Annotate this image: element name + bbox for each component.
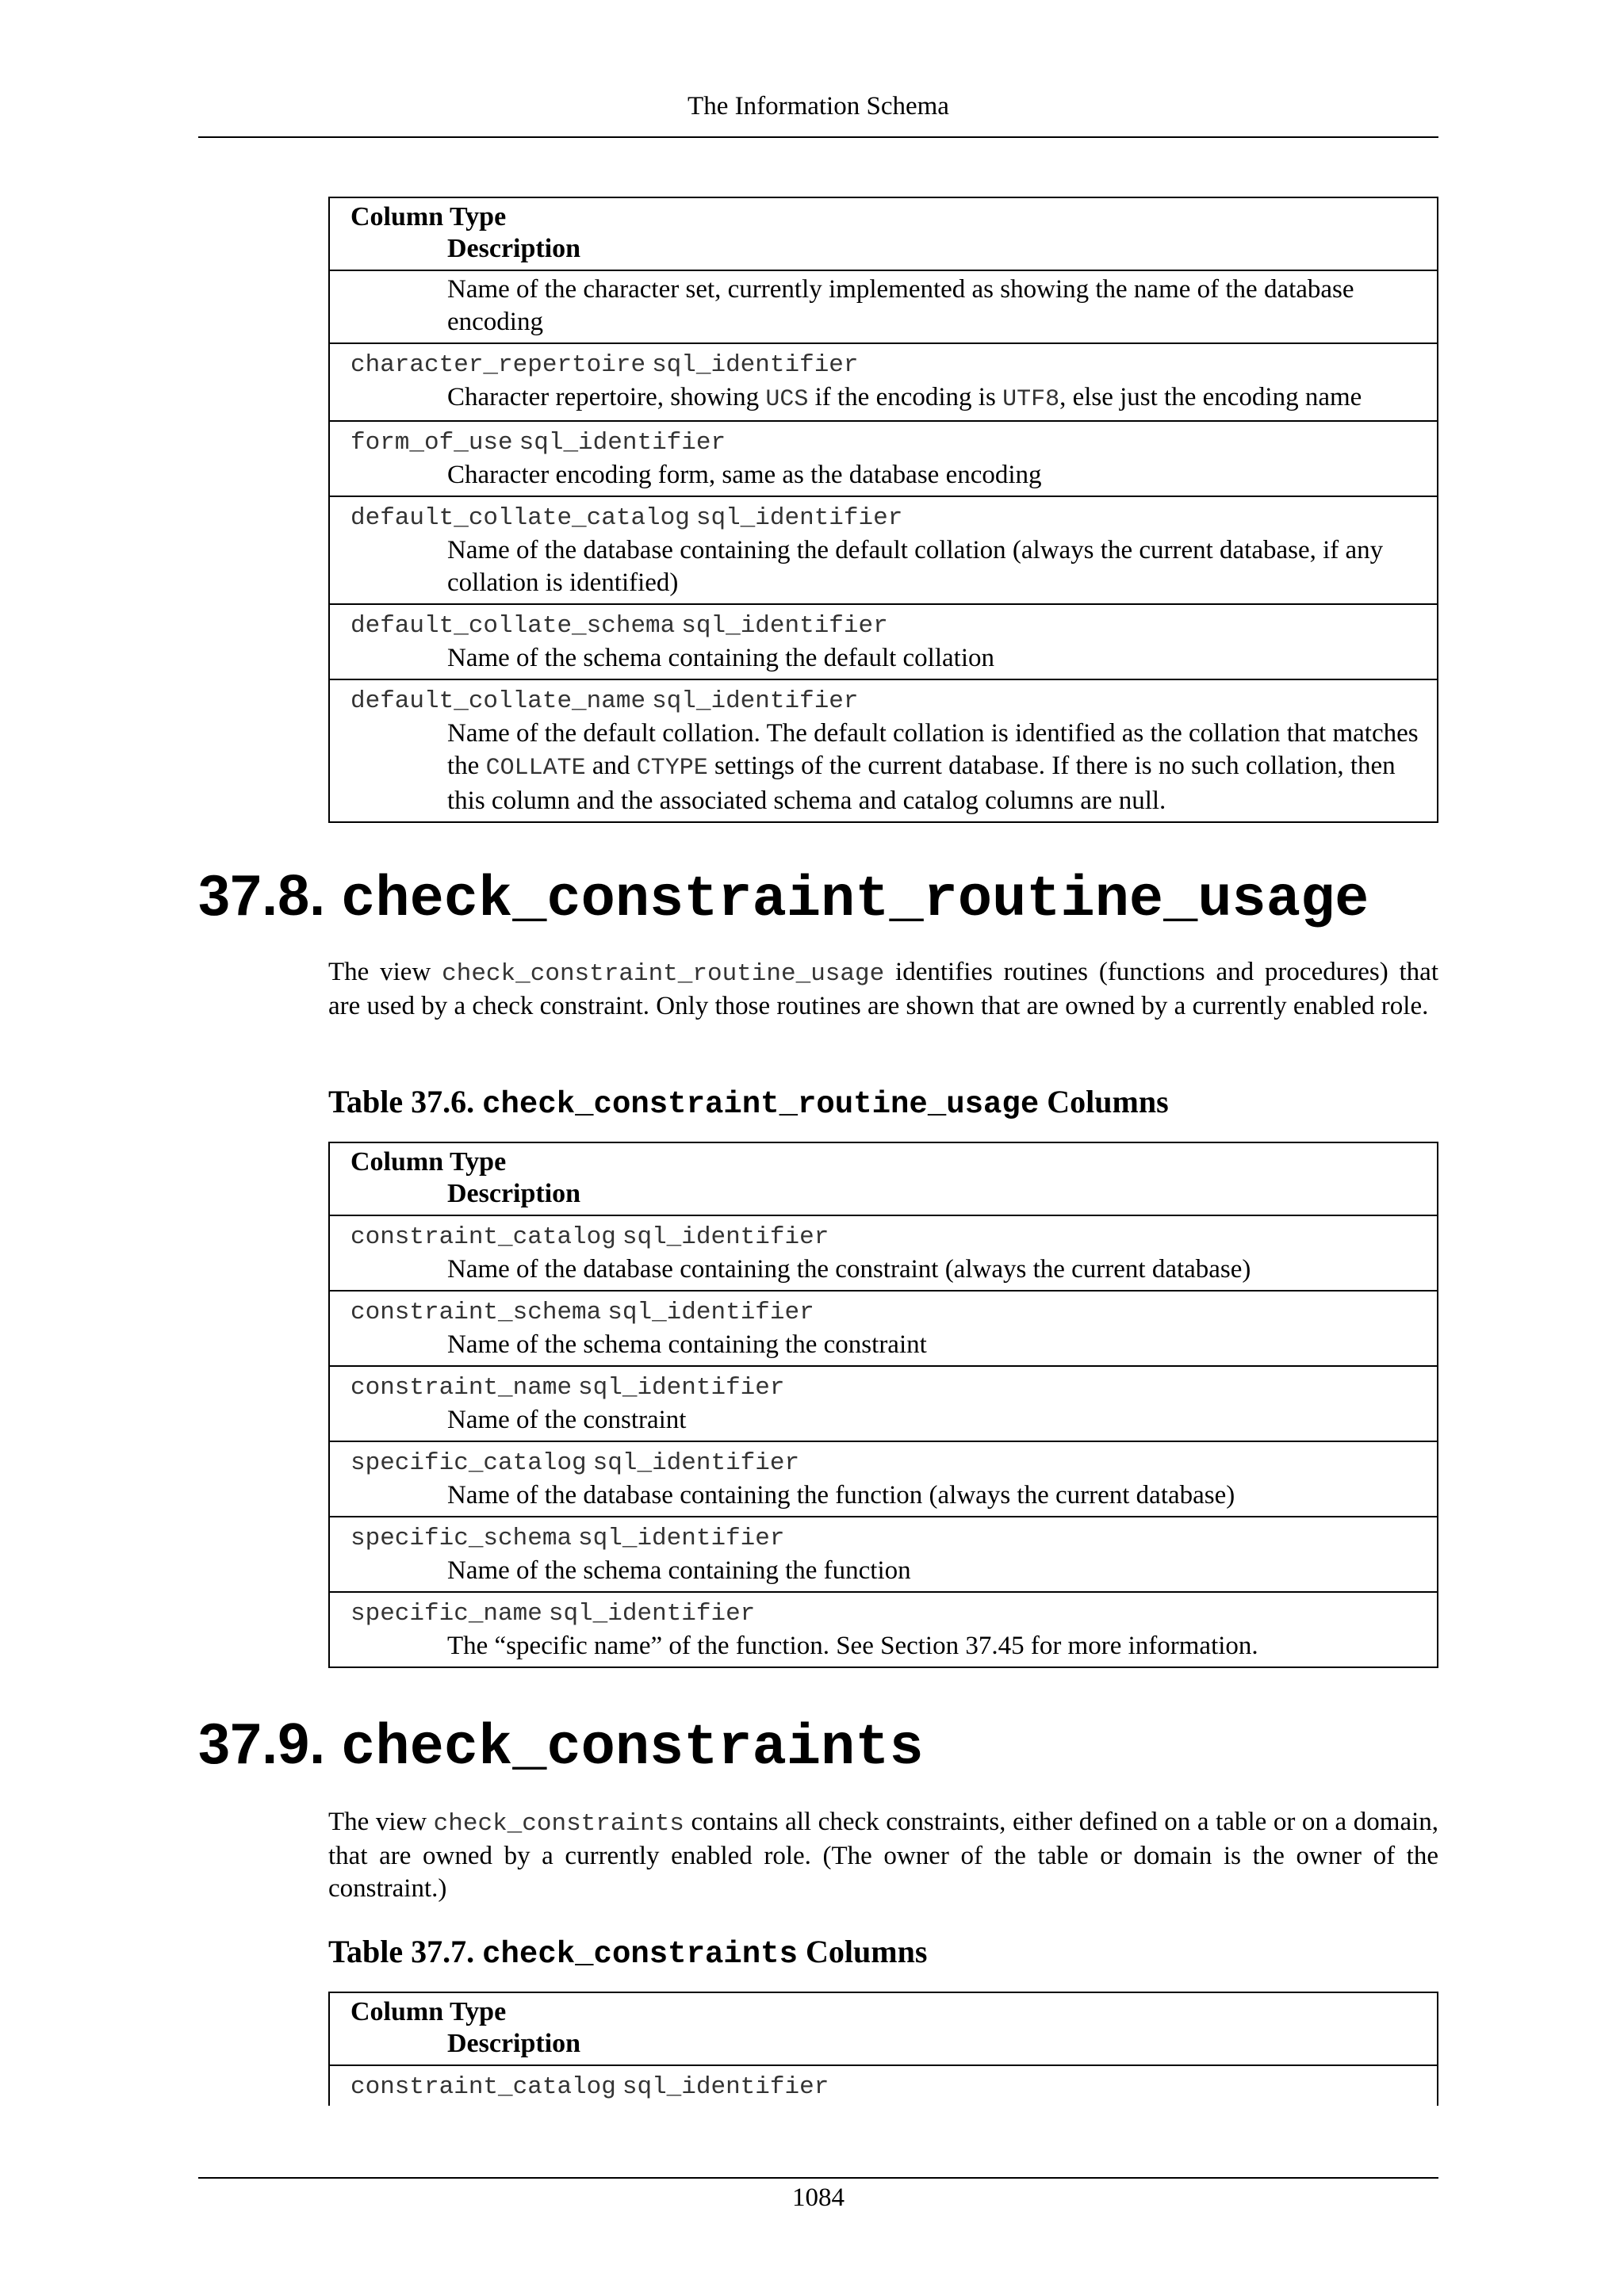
description-text: Name of the default collation. The default collation is identified as the collation that matches the — [447, 719, 1419, 780]
column-name: specific_name — [350, 1600, 542, 1628]
column-type-header: Column Type — [350, 202, 507, 232]
column-name: constraint_name — [350, 1374, 573, 1402]
table-row — [330, 1215, 1437, 1290]
table-header-row — [330, 198, 1437, 270]
column-name: constraint_catalog — [350, 1223, 616, 1251]
table-caption-37-7 — [328, 1933, 927, 1973]
column-description: The “specific name” of the function. See Section 37.45 for more information. — [447, 1632, 1258, 1660]
table-row — [330, 1591, 1437, 1667]
column-type: sql_identifier — [578, 1374, 785, 1402]
page-number: 1084 — [792, 2183, 845, 2212]
column-description: Name of the database containing the constraint (always the current database) — [447, 1255, 1251, 1284]
section-intro-paragraph — [328, 956, 1438, 1023]
table-row — [330, 342, 1437, 420]
column-name: specific_catalog — [350, 1449, 587, 1477]
description-header: Description — [447, 2029, 581, 2058]
table-row — [330, 2064, 1437, 2106]
column-type-header: Column Type — [350, 1997, 507, 2026]
check-constraints-table — [328, 1992, 1438, 2106]
inline-code: check_constraints — [433, 1810, 684, 1838]
paragraph-text: The view — [328, 1808, 434, 1836]
header-rule — [198, 136, 1438, 138]
column-description: Name of the constraint — [447, 1406, 687, 1434]
column-description: Character encoding form, same as the database encoding — [447, 461, 1042, 489]
table-row — [330, 603, 1437, 679]
table-row — [330, 1365, 1437, 1441]
table-caption-37-6 — [328, 1083, 1169, 1123]
section-name: check_constraint_routine_usage — [341, 867, 1369, 932]
table-row — [330, 420, 1437, 496]
column-type: sql_identifier — [548, 1600, 756, 1628]
column-description: Name of the database containing the default collation (always the current database, if any collation is identified) — [447, 536, 1384, 597]
column-type: sql_identifier — [607, 1299, 814, 1326]
column-type: sql_identifier — [578, 1525, 785, 1552]
table-row — [330, 496, 1437, 603]
section-number: 37.8. — [198, 864, 326, 928]
caption-suffix: Columns — [1039, 1084, 1169, 1119]
column-entry — [350, 1369, 1437, 1404]
column-type: sql_identifier — [652, 351, 859, 379]
description-text: Character repertoire, showing — [447, 383, 766, 411]
column-description: Name of the schema containing the function — [447, 1556, 911, 1585]
caption-suffix: Columns — [798, 1934, 928, 1969]
description-text: settings of the current database. If there is no such collation, then this column and the associated schema and catalog columns are null. — [447, 752, 1396, 815]
caption-prefix: Table 37.7. — [328, 1934, 483, 1969]
caption-code: check_constraints — [482, 1937, 798, 1972]
section-name: check_constraints — [341, 1716, 924, 1781]
column-entry — [350, 683, 1437, 718]
check-constraint-routine-usage-table — [328, 1142, 1438, 1668]
column-name: default_collate_schema — [350, 612, 676, 640]
inline-code: CTYPE — [636, 755, 708, 782]
section-heading-37-9 — [198, 1712, 924, 1780]
table-header-row — [330, 1993, 1437, 2064]
caption-prefix: Table 37.6. — [328, 1084, 483, 1119]
paragraph-text: identifies routines (functions and procedures) that are used by a check constraint. Only those routines are shown that are owned by a currently enabled role. — [328, 958, 1439, 1020]
description-text: if the encoding is — [808, 383, 1003, 411]
inline-code: COLLATE — [485, 755, 586, 782]
description-text: and — [585, 752, 637, 780]
column-description: Name of the schema containing the default collation — [447, 644, 995, 672]
section-intro-paragraph — [328, 1806, 1438, 1905]
description-text: , else just the encoding name — [1059, 383, 1362, 411]
column-name: constraint_catalog — [350, 2073, 616, 2101]
column-description: Name of the database containing the function (always the current database) — [447, 1481, 1235, 1510]
column-type: sql_identifier — [519, 429, 726, 457]
column-name: default_collate_name — [350, 687, 646, 715]
column-type: sql_identifier — [681, 612, 888, 640]
column-name: specific_schema — [350, 1525, 573, 1552]
column-name: default_collate_catalog — [350, 504, 690, 532]
column-name: constraint_schema — [350, 1299, 602, 1326]
column-description: Name of the character set, currently implemented as showing the name of the database encoding — [447, 275, 1354, 336]
table-row — [330, 1516, 1437, 1591]
table-row — [330, 270, 1437, 342]
inline-code: check_constraint_routine_usage — [442, 960, 885, 988]
column-type: sql_identifier — [695, 504, 903, 532]
inline-code: UTF8 — [1002, 386, 1060, 413]
column-entry — [350, 1294, 1437, 1329]
column-description — [350, 381, 1437, 416]
character-sets-columns-table — [328, 197, 1438, 823]
column-entry — [350, 1445, 1437, 1479]
description-header: Description — [447, 234, 581, 263]
column-entry — [350, 1219, 1437, 1253]
column-entry — [350, 499, 1437, 534]
column-entry — [350, 424, 1437, 459]
column-description: Name of the schema containing the constraint — [447, 1330, 927, 1359]
column-entry — [350, 346, 1437, 381]
section-heading-37-8 — [198, 864, 1369, 932]
table-header-row — [330, 1143, 1437, 1215]
column-type: sql_identifier — [592, 1449, 800, 1477]
table-row — [330, 679, 1437, 821]
column-entry — [350, 607, 1437, 642]
column-entry — [350, 1520, 1437, 1555]
paragraph-text: The view — [328, 958, 442, 986]
caption-code: check_constraint_routine_usage — [482, 1087, 1040, 1122]
table-row — [330, 1290, 1437, 1365]
paragraph-text: contains all check constraints, either defined on a table or on a domain, that are owned by a currently enabled role. (The owner of the table or domain is the owner of the constraint.) — [328, 1808, 1439, 1903]
column-name: form_of_use — [350, 429, 513, 457]
page-header: The Information Schema — [688, 92, 949, 121]
inline-code: UCS — [765, 386, 809, 413]
column-type: sql_identifier — [622, 2073, 829, 2101]
column-name: character_repertoire — [350, 351, 646, 379]
table-row — [330, 1441, 1437, 1516]
column-entry — [350, 1595, 1437, 1630]
column-entry — [350, 2068, 1437, 2103]
column-description — [350, 718, 1437, 817]
section-number: 37.9. — [198, 1712, 326, 1776]
description-header: Description — [447, 1179, 581, 1208]
column-type: sql_identifier — [622, 1223, 829, 1251]
column-type-header: Column Type — [350, 1147, 507, 1177]
footer-rule — [198, 2177, 1438, 2179]
column-type: sql_identifier — [652, 687, 859, 715]
